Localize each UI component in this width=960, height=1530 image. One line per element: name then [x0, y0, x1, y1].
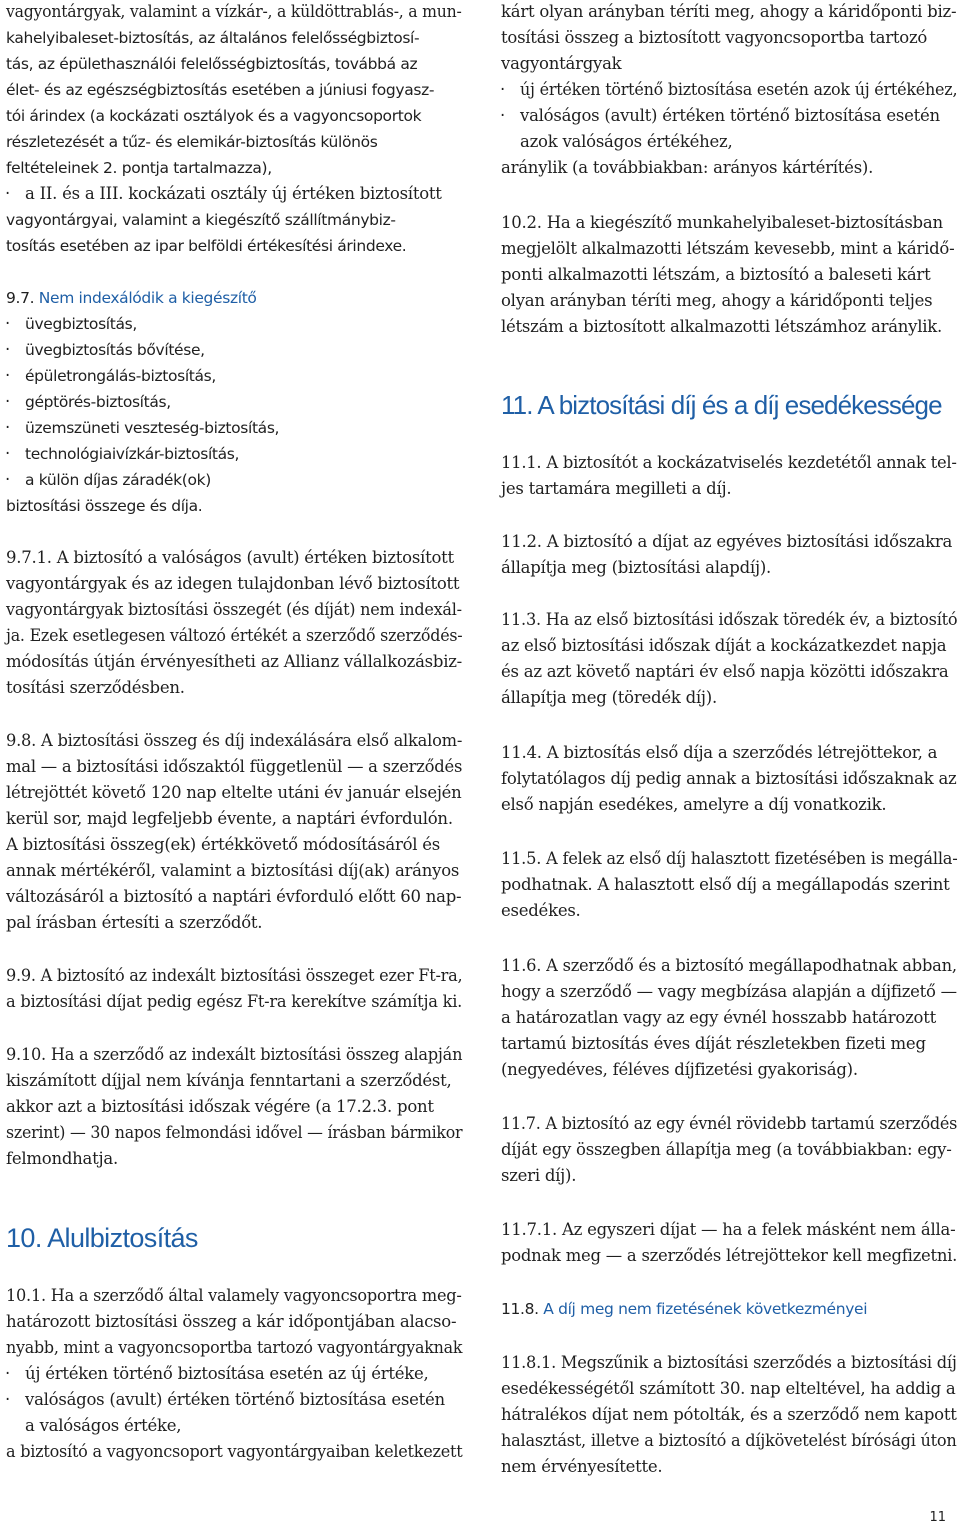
- text-line: kárt olyan arányban téríti meg, ahogy a káridőponti biz-: [501, 2, 957, 21]
- list-item: valóságos (avult) értéken történő biztosítása esetén: [520, 106, 940, 125]
- text-line: A biztosítási összeg(ek) értékkövető módosításáról és: [6, 835, 441, 854]
- text-line: 11.2. A biztosító a díjat az egyéves biztosítási időszakra: [501, 532, 953, 551]
- text-line: tartamú biztosítás éves díját részletekben fizeti meg: [501, 1034, 926, 1053]
- text-line: podhatnak. A halasztott első díj a megállapodás szerint: [501, 875, 950, 894]
- text-line: tosítás esetében az ipar belföldi értékesítési árindexe.: [6, 237, 407, 255]
- text-line: szerint) — 30 napos felmondási idővel — írásban bármikor: [6, 1123, 463, 1142]
- list-item: épületrongálás-biztosítás,: [25, 367, 216, 385]
- text-line: ponti alkalmazotti létszám, a biztosító a baleseti kárt: [501, 265, 931, 284]
- text-line: biztosítási összege és díja.: [6, 497, 203, 515]
- text-line: 11.3. Ha az első biztosítási időszak töredék év, a biztosító: [501, 610, 958, 629]
- list-item: új értéken történő biztosítása esetén az új értéke,: [25, 1364, 429, 1383]
- list-item: a külön díjas záradék(ok): [25, 471, 211, 489]
- section-heading: Nem indexálódik a kiegészítő: [38, 289, 257, 307]
- text-line: 11.5. A felek az első díj halasztott fizetésében is megálla-: [501, 849, 958, 868]
- text-line: kiszámított díjjal nem kívánja fenntartani a szerződést,: [6, 1071, 452, 1090]
- text-line: állapítja meg (töredék díj).: [501, 688, 717, 707]
- text-line: létrejöttét követő 120 nap eltelte utáni év január elsején: [6, 783, 462, 802]
- text-line: pal írásban értesíti a szerződőt.: [6, 913, 263, 932]
- text-line: élet- és az egészségbiztosítás esetében a júniusi fogyasz-: [6, 81, 435, 99]
- list-item: új értéken történő biztosítása esetén azok új értékéhez,: [520, 80, 958, 99]
- text-line: halasztást, illetve a biztosító a díjkövetelést bírósági úton: [501, 1431, 957, 1450]
- text-line: olyan arányban téríti meg, ahogy a káridőponti teljes: [501, 291, 933, 310]
- text-line: a biztosító a vagyoncsoport vagyontárgyaiban keletkezett: [6, 1442, 463, 1461]
- text-line: határozott biztosítási összeg a kár időpontjában alacso-: [6, 1312, 457, 1331]
- text-line: részletezését a tűz- és elemikár-biztosítás különös: [6, 133, 378, 151]
- text-line: tás, az épülethasználói felelősségbiztosítás, továbbá az: [6, 55, 418, 73]
- text-line: nyabb, mint a vagyoncsoportba tartozó vagyontárgyaknak: [6, 1338, 463, 1357]
- text-line: az első biztosítási időszak díját a kockázatkezdet napja: [501, 636, 947, 655]
- text-line: első napján esedékes, amelyre a díj vonatkozik.: [501, 795, 887, 814]
- text-line: 11.7.1. Az egyszeri díjat — ha a felek másként nem álla-: [501, 1220, 956, 1239]
- text-line: 9.9. A biztosító az indexált biztosítási összeget ezer Ft-ra,: [6, 966, 463, 985]
- text-line: változásáról a biztosító a naptári évforduló előtt 60 nap-: [6, 887, 462, 906]
- list-item: technológiaivízkár-biztosítás,: [25, 445, 240, 463]
- list-item: valóságos (avult) értéken történő biztosítása esetén: [25, 1390, 445, 1409]
- text-line: tosítási összeg a biztosított vagyoncsoportba tartozó: [501, 28, 928, 47]
- list-item: üvegbiztosítás,: [25, 315, 137, 333]
- text-line: 10.1. Ha a szerződő által valamely vagyoncsoportra meg-: [6, 1286, 462, 1305]
- text-line: hogy a szerződő — vagy megbízása alapján a díjfizető —: [501, 982, 957, 1001]
- text-line: vagyontárgyak biztosítási összegét (és díját) nem indexál-: [6, 600, 462, 619]
- text-line: kahelyibaleset-biztosítás, az általános felelősségbiztosí-: [6, 29, 420, 47]
- text-line: a II. és a III. kockázati osztály új értéken biztosított: [25, 184, 442, 203]
- text-line: hátralékos díjat nem pótolták, és a szerződő nem kapott: [501, 1405, 957, 1424]
- section-heading-10: 10. Alulbiztosítás: [6, 1223, 198, 1253]
- text-line: 11.1. A biztosítót a kockázatviselés kezdetétől annak tel-: [501, 453, 957, 472]
- text-line: 11.7. A biztosító az egy évnél rövidebb tartamú szerződés: [501, 1114, 958, 1133]
- text-line: módosítás útján érvényesítheti az Allianz vállalkozásbiz-: [6, 652, 462, 671]
- text-line: és az azt követő naptári év első napja közötti időszakra: [501, 662, 949, 681]
- section-number: 11.8.: [501, 1300, 539, 1318]
- text-line: annak mértékéről, valamint a biztosítási díj(ak) arányos: [6, 861, 460, 880]
- text-line: esedékes.: [501, 901, 581, 920]
- text-line: 11.4. A biztosítás első díja a szerződés létrejöttekor, a: [501, 743, 938, 762]
- text-line: a biztosítási díjat pedig egész Ft-ra kerekítve számítja ki.: [6, 992, 463, 1011]
- text-line: 11.8.1. Megszűnik a biztosítási szerződés a biztosítási díj: [501, 1353, 957, 1372]
- text-line: ja. Ezek esetlegesen változó értékét a szerződő szerződés-: [6, 626, 463, 645]
- text-line: tosítási szerződésben.: [6, 678, 185, 697]
- text-line: esedékességétől számított 30. nap elteltével, ha addig a: [501, 1379, 956, 1398]
- text-line: vagyontárgyai, valamint a kiegészítő szállítmánybiz-: [6, 211, 396, 229]
- text-line: 9.10. Ha a szerződő az indexált biztosítási összeg alapján: [6, 1045, 463, 1064]
- list-item: géptörés-biztosítás,: [25, 393, 171, 411]
- list-item: üzemszüneti veszteség-biztosítás,: [25, 419, 280, 437]
- text-line: aránylik (a továbbiakban: arányos kártérítés).: [501, 158, 874, 177]
- text-line: tói árindex (a kockázati osztályok és a vagyoncsoportok: [6, 107, 422, 125]
- text-line: megjelölt alkalmazotti létszám kevesebb, mint a káridő-: [501, 239, 955, 258]
- section-heading-11: 11. A biztosítási díj és a díj esedékessége: [501, 390, 942, 420]
- text-line: akkor azt a biztosítási időszak végére (a 17.2.3. pont: [6, 1097, 434, 1116]
- text-line: létszám a biztosított alkalmazotti létszámhoz aránylik.: [501, 317, 943, 336]
- text-line: mal — a biztosítási időszaktól függetlenül — a szerződés: [6, 757, 463, 776]
- text-line: azok valóságos értékéhez,: [520, 132, 733, 151]
- text-line: vagyontárgyak, valamint a vízkár-, a küldöttrablás-, a mun-: [6, 2, 462, 21]
- list-item: üvegbiztosítás bővítése,: [25, 341, 205, 359]
- text-line: jes tartamára megilleti a díj.: [501, 479, 732, 498]
- text-line: állapítja meg (biztosítási alapdíj).: [501, 558, 772, 577]
- text-line: 9.8. A biztosítási összeg és díj indexálására első alkalom-: [6, 731, 463, 750]
- section-number: 9.7.: [6, 289, 35, 307]
- text-line: kerül sor, majd legfeljebb évente, a naptári évfordulón.: [6, 809, 453, 828]
- text-line: szeri díj).: [501, 1166, 577, 1185]
- text-line: vagyontárgyak és az idegen tulajdonban lévő biztosított: [6, 574, 460, 593]
- text-line: nem érvényesítette.: [501, 1457, 663, 1476]
- text-line: a határozatlan vagy az egy évnél hosszabb határozott: [501, 1008, 936, 1027]
- section-heading: A díj meg nem fizetésének következményei: [543, 1300, 868, 1318]
- text-line: díját egy összegben állapítja meg (a továbbiakban: egy-: [501, 1140, 952, 1159]
- text-line: feltételeinek 2. pontja tartalmazza),: [6, 159, 272, 177]
- text-line: (negyedéves, féléves díjfizetési gyakoriság).: [501, 1060, 858, 1079]
- text-line: a valóságos értéke,: [25, 1416, 182, 1435]
- text-line: 10.2. Ha a kiegészítő munkahelyibaleset-biztosításban: [501, 213, 943, 232]
- text-line: felmondhatja.: [6, 1149, 118, 1168]
- text-line: folytatólagos díj pedig annak a biztosítási időszaknak az: [501, 769, 957, 788]
- text-line: 11.6. A szerződő és a biztosító megállapodhatnak abban,: [501, 956, 957, 975]
- text-line: 9.7.1. A biztosító a valóságos (avult) értéken biztosított: [6, 548, 454, 567]
- text-line: vagyontárgyak: [501, 54, 622, 73]
- text-line: podnak meg — a szerződés létrejöttekor kell megfizetni.: [501, 1246, 958, 1265]
- page-number: 11: [929, 1510, 946, 1525]
